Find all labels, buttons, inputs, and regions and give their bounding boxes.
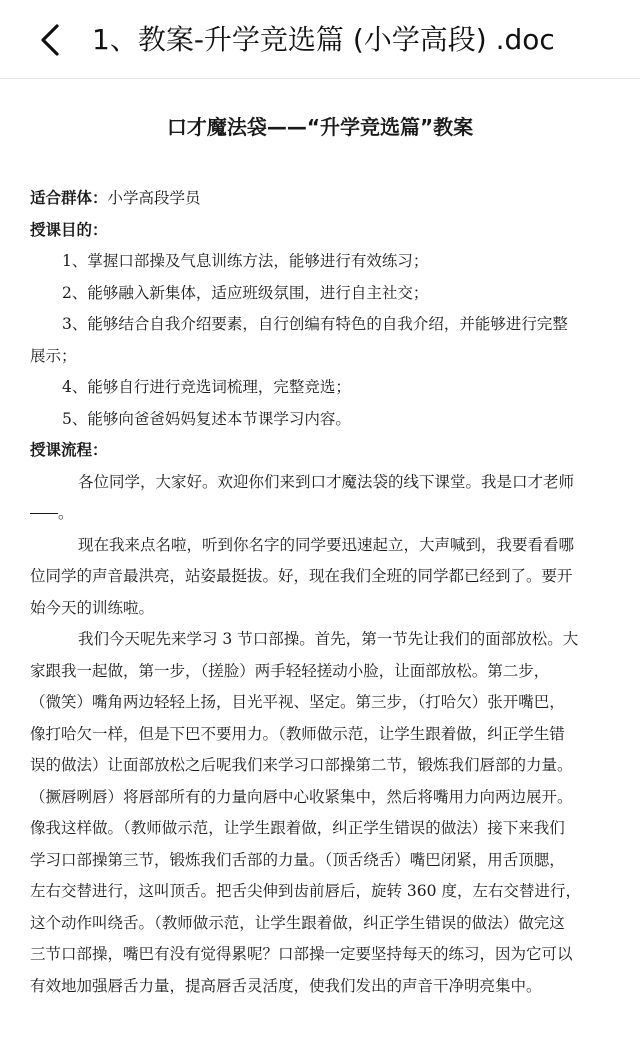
audience-value: 小学高段学员 [107,189,201,207]
paragraph-line: （撅唇咧唇）将唇部所有的力量向唇中心收紧集中，然后将嘴用力向两边展开。 [30,787,573,806]
paragraph-line: 家跟我一起做，第一步，（搓脸）两手轻轻搓动小脸，让面部放松。第二步， [30,661,550,680]
paragraph-line: 位同学的声音最洪亮，站姿最挺拔。好，现在我们全班的同学都已经到了。要开 [30,567,573,585]
audience-label: 适合群体： [30,189,108,207]
goal-item: 4、能够自行进行竞选词梳理，完整竞选； [62,378,351,396]
document-heading: 口才魔法袋——“升学竞选篇”教案 [166,115,474,139]
paragraph-line: 误的做法）让面部放松之后呢我们来学习口部操第二节，锻炼我们唇部的力量。 [30,756,573,774]
back-button[interactable] [26,18,74,62]
paragraph-line: 各位同学，大家好。欢迎你们来到口才魔法袋的线下课堂。我是口才老师 [78,472,575,491]
paragraph-line: 始今天的训练啦。 [30,598,155,617]
paragraph-line: 现在我来点名啦，听到你名字的同学要迅速起立，大声喊到，我要看看哪 [78,535,575,554]
paragraph-line: 这个动作叫绕舌。（教师做示范，让学生跟着做，纠正学生错误的做法）做完这 [30,913,565,932]
paragraph-line: （微笑）嘴角两边轻轻上扬，目光平视、坚定。第三步，（打哈欠）张开嘴巴， [30,693,565,711]
document-body [30,183,612,1002]
paragraph-line: 我们今天呢先来学习 3 节口部操。首先，第一节先让我们的面部放松。大 [78,630,579,648]
paragraph-line: 有效地加强唇舌力量，提高唇舌灵活度，使我们发出的声音干净明亮集中。 [30,976,542,995]
audience-line [30,183,612,215]
goal-item: 2、能够融入新集体，适应班级氛围，进行自主社交； [62,283,429,302]
paragraph-line: 左右交替进行，这叫顶舌。把舌尖伸到齿前唇后，旋转 360 度，左右交替进行， [30,882,581,900]
paragraph-line: 学习口部操第三节，锻炼我们舌部的力量。（顶舌绕舌）嘴巴闭紧，用舌顶腮， [30,850,565,869]
goal-item: 1、掌握口部操及气息训练方法，能够进行有效练习； [62,252,429,270]
paragraph-line: 三节口部操，嘴巴有没有觉得累呢？口部操一定要坚持每天的练习，因为它可以 [30,945,573,963]
goal-item-continued: 展示； [30,346,77,365]
flow-label: 授课流程： [30,441,108,459]
name-blank [30,513,58,514]
goal-item: 5、能够向爸爸妈妈复述本节课学习内容。 [62,409,351,428]
document-viewer[interactable] [0,79,640,1058]
paragraph-line: 像打哈欠一样，但是下巴不要用力。（教师做示范，让学生跟着做，纠正学生错 [30,724,565,743]
goals-label: 授课目的： [30,220,108,239]
document-title: 1、教案-升学竞选篇 (小学高段) .doc [92,23,555,56]
paragraph-line: 。 [30,498,612,530]
chevron-left-icon [38,23,62,57]
goal-item: 3、能够结合自我介绍要素，自行创编有特色的自我介绍，并能够进行完整 [62,315,568,333]
document-header [0,0,640,79]
paragraph-line: 像我这样做。（教师做示范，让学生跟着做，纠正学生错误的做法）接下来我们 [30,819,565,837]
